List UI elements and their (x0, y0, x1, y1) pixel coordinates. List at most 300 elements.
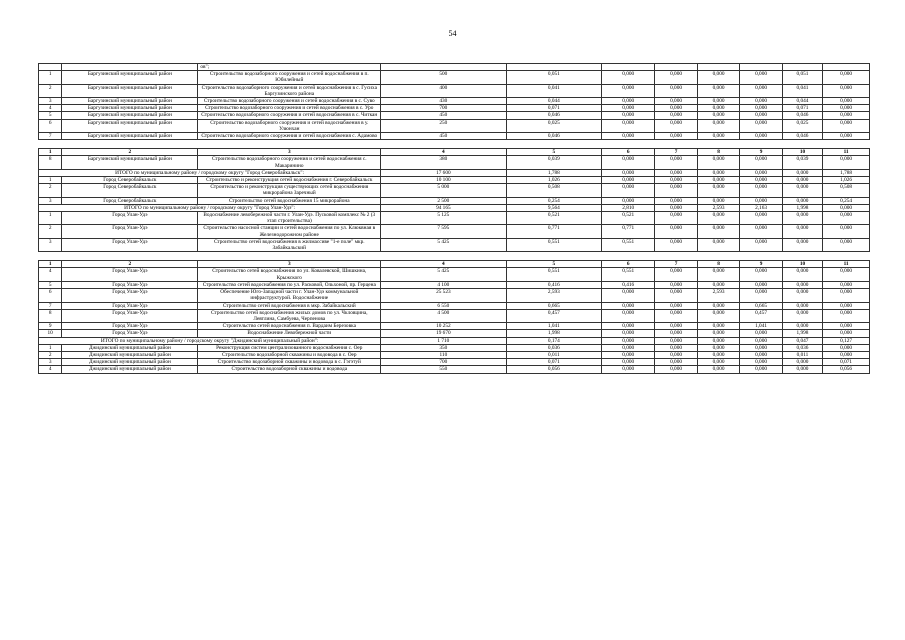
project-name-cell: Строительство водозаборной скважины и водовода в с. Гэгэтуй (198, 359, 381, 366)
value-cell: 0,041 (782, 84, 822, 97)
district-cell: Баргузинский муниципальный район (62, 112, 198, 119)
value-cell: 0,071 (506, 105, 602, 112)
value-cell: 0,046 (506, 133, 602, 140)
value-cell: 0,000 (602, 98, 655, 105)
district-cell: Город Улан-Удэ (62, 309, 198, 322)
total-label: ИТОГО по муниципальному району / городскому округу "Джидинский муниципальный район": (39, 337, 381, 344)
value-cell: 0,000 (740, 184, 783, 197)
project-name-cell: Строительство водозаборного сооружения и сетей водоснабжения в с. Уро (198, 105, 381, 112)
row-number: 2 (39, 351, 62, 358)
investment-table (38, 63, 870, 374)
column-number: 11 (823, 149, 870, 156)
value-cell: 0,000 (697, 225, 740, 238)
value-cell: 0,039 (782, 156, 822, 169)
value-cell: 0,044 (506, 98, 602, 105)
column-number: 4 (381, 261, 506, 268)
value-cell: 0,000 (782, 366, 822, 373)
capacity-cell: 430 (381, 98, 506, 105)
total-label: ИТОГО по муниципальному району / городскому округу "Город Улан-Удэ": (39, 204, 381, 211)
value-cell: 0,071 (823, 359, 870, 366)
project-name-cell: Строительство сетей водоснабжения п. Вардаим Березовка (198, 323, 381, 330)
value-cell: 0,000 (740, 98, 783, 105)
table-row (39, 281, 870, 288)
capacity-cell: 550 (381, 366, 506, 373)
table-row (39, 359, 870, 366)
value-cell: 0,041 (506, 84, 602, 97)
value-cell: 0,000 (823, 204, 870, 211)
capacity-cell: 94 165 (381, 204, 506, 211)
value-cell: 0,000 (823, 323, 870, 330)
row-number: 1 (39, 71, 62, 84)
value-cell: 1,041 (506, 323, 602, 330)
table-row (39, 133, 870, 140)
column-number: 9 (740, 261, 783, 268)
district-cell: Джидинский муниципальный район (62, 359, 198, 366)
value-cell: 0,000 (602, 330, 655, 337)
district-cell: Город Улан-Удэ (62, 302, 198, 309)
table-row (39, 184, 870, 197)
value-cell: 0,000 (655, 366, 698, 373)
row-number: 1 (39, 212, 62, 225)
column-number: 2 (62, 149, 198, 156)
value-cell: 0,000 (740, 197, 783, 204)
cell-empty (381, 64, 506, 71)
value-cell: 0,551 (602, 238, 655, 251)
column-number-row (39, 261, 870, 268)
value-cell: 0,000 (602, 351, 655, 358)
column-number: 10 (782, 261, 822, 268)
row-number: 5 (39, 112, 62, 119)
project-name-cell: Строительство сетей водоснабжения по ул. Ковалевской, Шишкина, Крыжского (198, 268, 381, 281)
value-cell: 2,593 (697, 204, 740, 211)
value-cell: 2,593 (506, 289, 602, 302)
value-cell: 0,000 (823, 119, 870, 132)
value-cell: 0,000 (655, 344, 698, 351)
value-cell: 0,000 (602, 344, 655, 351)
capacity-cell: 5 425 (381, 238, 506, 251)
district-cell: Баргузинский муниципальный район (62, 133, 198, 140)
row-number: 3 (39, 238, 62, 251)
value-cell: 0,000 (823, 84, 870, 97)
table-row (39, 330, 870, 337)
value-cell: 0,046 (506, 112, 602, 119)
value-cell: 0,000 (740, 344, 783, 351)
value-cell: 0,071 (782, 105, 822, 112)
district-cell: Баргузинский муниципальный район (62, 98, 198, 105)
value-cell: 1,041 (740, 323, 783, 330)
district-cell: Город Северобайкальск (62, 177, 198, 184)
capacity-cell: 4 100 (381, 281, 506, 288)
value-cell: 0,000 (655, 337, 698, 344)
row-number: 3 (39, 197, 62, 204)
value-cell: 0,000 (782, 323, 822, 330)
value-cell: 1,026 (506, 177, 602, 184)
cell-empty (823, 64, 870, 71)
table-row (39, 344, 870, 351)
project-name-cell: Обеспечение Юго-Западной части г. Улан-Удэ коммунальной инфраструктурой. Водоснабжение (198, 289, 381, 302)
value-cell: 0,000 (782, 309, 822, 322)
page-break-row (39, 252, 870, 261)
district-cell: Баргузинский муниципальный район (62, 156, 198, 169)
row-number: 10 (39, 330, 62, 337)
table-row (39, 289, 870, 302)
value-cell: 0,000 (782, 212, 822, 225)
row-number: 4 (39, 105, 62, 112)
row-number: 7 (39, 302, 62, 309)
value-cell: 0,000 (655, 156, 698, 169)
column-number: 5 (506, 261, 602, 268)
value-cell: 0,174 (506, 337, 602, 344)
row-number: 3 (39, 98, 62, 105)
table-row (39, 268, 870, 281)
project-name-cell: Реконструкция систем централизованного водоснабжения с. Оер (198, 344, 381, 351)
value-cell: 0,000 (697, 337, 740, 344)
cell-empty (39, 64, 62, 71)
column-number: 9 (740, 149, 783, 156)
value-cell: 0,000 (655, 351, 698, 358)
column-number: 6 (602, 149, 655, 156)
value-cell: 0,000 (740, 225, 783, 238)
table-row (39, 366, 870, 373)
capacity-cell: 700 (381, 359, 506, 366)
value-cell: 0,000 (823, 344, 870, 351)
value-cell: 0,000 (740, 238, 783, 251)
district-cell: Баргузинский муниципальный район (62, 119, 198, 132)
value-cell: 0,000 (602, 133, 655, 140)
value-cell: 0,665 (740, 302, 783, 309)
table-row (39, 71, 870, 84)
capacity-cell: 1 710 (381, 337, 506, 344)
value-cell: 0,000 (740, 84, 783, 97)
value-cell: 0,000 (655, 238, 698, 251)
value-cell: 0,000 (697, 309, 740, 322)
project-name-cell: Строительство сетей водоснабжения 15 микрорайона (198, 197, 381, 204)
value-cell: 0,000 (602, 71, 655, 84)
value-cell: 0,000 (697, 119, 740, 132)
total-row (39, 337, 870, 344)
value-cell: 0,047 (782, 337, 822, 344)
cell-empty (62, 64, 198, 71)
column-number: 2 (62, 261, 198, 268)
value-cell: 0,000 (697, 330, 740, 337)
cell-empty (506, 64, 602, 71)
value-cell: 0,071 (506, 359, 602, 366)
value-cell: 0,521 (602, 212, 655, 225)
value-cell: 0,036 (782, 344, 822, 351)
value-cell: 0,000 (655, 330, 698, 337)
project-name-cell: Строительство водозаборного сооружения и сетей водоснабжения в с. Гусиха Баргузинского района (198, 84, 381, 97)
value-cell: 0,000 (655, 281, 698, 288)
district-cell: Баргузинский муниципальный район (62, 105, 198, 112)
column-number: 6 (602, 261, 655, 268)
value-cell: 0,000 (823, 105, 870, 112)
project-name-cell: Строительство и реконструкция существующих сетей водоснабжения микрорайона Заречный (198, 184, 381, 197)
table-row (39, 156, 870, 169)
table-row (39, 302, 870, 309)
district-cell: Город Улан-Удэ (62, 225, 198, 238)
value-cell: 0,046 (782, 112, 822, 119)
value-cell: 0,000 (740, 366, 783, 373)
value-cell: 0,551 (506, 268, 602, 281)
value-cell: 0,000 (782, 268, 822, 281)
value-cell: 0,000 (697, 71, 740, 84)
capacity-cell: 700 (381, 105, 506, 112)
value-cell: 0,000 (697, 238, 740, 251)
value-cell: 0,000 (823, 330, 870, 337)
value-cell: 0,000 (697, 281, 740, 288)
district-cell: Джидинский муниципальный район (62, 366, 198, 373)
value-cell: 0,000 (823, 268, 870, 281)
row-number: 6 (39, 289, 62, 302)
district-cell: Город Северобайкальск (62, 197, 198, 204)
row-number: 1 (39, 177, 62, 184)
value-cell: 0,000 (655, 84, 698, 97)
value-cell: 0,000 (697, 177, 740, 184)
column-number: 5 (506, 149, 602, 156)
value-cell: 0,000 (697, 302, 740, 309)
value-cell: 0,000 (823, 133, 870, 140)
district-cell: Город Улан-Удэ (62, 212, 198, 225)
value-cell: 0,000 (782, 238, 822, 251)
capacity-cell: 450 (381, 112, 506, 119)
value-cell: 0,416 (506, 281, 602, 288)
value-cell: 0,000 (782, 184, 822, 197)
row-number: 8 (39, 309, 62, 322)
value-cell: 0,000 (655, 98, 698, 105)
value-cell: 2,593 (697, 289, 740, 302)
table-body (39, 64, 870, 374)
table-row (39, 212, 870, 225)
row-number: 4 (39, 366, 62, 373)
value-cell: 0,025 (782, 119, 822, 132)
value-cell: 0,665 (506, 302, 602, 309)
district-cell: Город Улан-Удэ (62, 289, 198, 302)
value-cell: 0,000 (740, 112, 783, 119)
capacity-cell: 7 595 (381, 225, 506, 238)
value-cell: 0,000 (823, 238, 870, 251)
value-cell: 1,998 (782, 330, 822, 337)
value-cell: 0,000 (740, 71, 783, 84)
value-cell: 0,000 (823, 225, 870, 238)
district-cell: Джидинский муниципальный район (62, 344, 198, 351)
project-name-cell: Строительство сетей водоснабжения в жилмассиве "1-е поле" мкр. Забайкальский (198, 238, 381, 251)
value-cell: 0,521 (506, 212, 602, 225)
value-cell: 0,000 (823, 302, 870, 309)
value-cell: 0,000 (823, 98, 870, 105)
value-cell: 0,000 (697, 268, 740, 281)
table-row (39, 119, 870, 132)
project-name-cell: Водоснабжение левобережной части г. Улан-Удэ. Пусковой комплекс № 2 (3 этап строительства) (198, 212, 381, 225)
value-cell: 0,508 (823, 184, 870, 197)
value-cell: 0,254 (506, 197, 602, 204)
capacity-cell: 400 (381, 84, 506, 97)
value-cell: 0,000 (602, 112, 655, 119)
project-name-cell: Строительство водозаборного сооружения и сетей водоснабжения в с. Суво (198, 98, 381, 105)
value-cell: 1,998 (782, 204, 822, 211)
value-cell: 0,000 (823, 351, 870, 358)
column-number: 1 (39, 261, 62, 268)
value-cell: 0,000 (740, 212, 783, 225)
value-cell: 0,000 (655, 112, 698, 119)
value-cell: 0,000 (740, 105, 783, 112)
cell-empty (740, 64, 783, 71)
value-cell: 0,000 (740, 351, 783, 358)
row-number: 1 (39, 344, 62, 351)
district-cell: Джидинский муниципальный район (62, 351, 198, 358)
project-name-cell: Строительство сетей водоснабжения в мкр. Забайкальский (198, 302, 381, 309)
row-number: 5 (39, 281, 62, 288)
capacity-cell: 25 523 (381, 289, 506, 302)
project-name-cell: Водоснабжение Левобережной части (198, 330, 381, 337)
value-cell: 0,000 (740, 337, 783, 344)
value-cell: 0,000 (782, 197, 822, 204)
value-cell: 0,000 (602, 84, 655, 97)
row-number: 6 (39, 119, 62, 132)
cell-empty (697, 64, 740, 71)
value-cell: 0,000 (655, 359, 698, 366)
value-cell: 0,000 (602, 177, 655, 184)
value-cell: 1,788 (823, 169, 870, 176)
row-number: 8 (39, 156, 62, 169)
value-cell: 0,025 (506, 119, 602, 132)
project-name-cell: Строительство и реконструкция сетей водоснабжения г. Северобайкальск (198, 177, 381, 184)
project-name-cell: Строительство водозаборного сооружения и сетей водоснабжения в у. Улюнхан (198, 119, 381, 132)
value-cell: 0,000 (602, 197, 655, 204)
value-cell: 0,000 (740, 177, 783, 184)
table-row (39, 225, 870, 238)
value-cell: 0,000 (697, 366, 740, 373)
cell-empty (655, 64, 698, 71)
table-row (39, 84, 870, 97)
value-cell: 0,000 (697, 359, 740, 366)
value-cell: 0,000 (782, 359, 822, 366)
value-cell: 0,000 (655, 133, 698, 140)
value-cell: 0,000 (602, 337, 655, 344)
value-cell: 0,000 (740, 281, 783, 288)
value-cell: 0,000 (655, 204, 698, 211)
value-cell: 0,254 (823, 197, 870, 204)
total-label: ИТОГО по муниципальному району / городскому округу "Город Северобайкальск": (39, 169, 381, 176)
value-cell: 0,000 (602, 119, 655, 132)
row-number: 4 (39, 268, 62, 281)
district-cell: Город Северобайкальск (62, 184, 198, 197)
district-cell: Город Улан-Удэ (62, 323, 198, 330)
table-row (39, 323, 870, 330)
district-cell: Город Улан-Удэ (62, 330, 198, 337)
value-cell: 0,036 (506, 344, 602, 351)
capacity-cell: 450 (381, 133, 506, 140)
value-cell: 1,026 (823, 177, 870, 184)
value-cell: 0,000 (655, 71, 698, 84)
cell-empty (602, 64, 655, 71)
value-cell: 0,551 (602, 268, 655, 281)
value-cell: 0,000 (740, 156, 783, 169)
value-cell: 0,044 (782, 98, 822, 105)
value-cell: 0,000 (602, 323, 655, 330)
value-cell: 0,000 (697, 169, 740, 176)
row-number: 3 (39, 359, 62, 366)
capacity-cell: 5 000 (381, 184, 506, 197)
value-cell: 0,000 (740, 359, 783, 366)
value-cell: 0,000 (823, 112, 870, 119)
table-row (39, 351, 870, 358)
value-cell: 1,788 (506, 169, 602, 176)
value-cell: 0,000 (697, 184, 740, 197)
capacity-cell: 6 550 (381, 302, 506, 309)
value-cell: 0,000 (655, 105, 698, 112)
cell-empty (782, 64, 822, 71)
project-name-cell: Строительство водозаборной скважины и водовода (198, 366, 381, 373)
capacity-cell: 4 500 (381, 309, 506, 322)
value-cell: 0,000 (697, 84, 740, 97)
column-number-row (39, 149, 870, 156)
capacity-cell: 110 (381, 351, 506, 358)
value-cell: 0,000 (782, 177, 822, 184)
value-cell: 0,000 (655, 268, 698, 281)
project-name-cell: Строительство водозаборной скважины и водовода в с. Оер (198, 351, 381, 358)
district-cell: Баргузинский муниципальный район (62, 84, 198, 97)
table-row (39, 98, 870, 105)
table-row (39, 112, 870, 119)
value-cell: 0,000 (602, 156, 655, 169)
total-row (39, 204, 870, 211)
project-name-cell: Строительство сетей водоснабжения по ул. Расковой, Ольхоной, пр. Герцена (198, 281, 381, 288)
capacity-cell: 500 (381, 71, 506, 84)
row-number: 2 (39, 84, 62, 97)
row-number: 2 (39, 184, 62, 197)
project-name-cell: Строительство водозаборного сооружения и сетей водоснабжения с. Адамово (198, 133, 381, 140)
column-number: 10 (782, 149, 822, 156)
column-number: 8 (697, 149, 740, 156)
value-cell: 0,000 (655, 119, 698, 132)
district-cell: Город Улан-Удэ (62, 281, 198, 288)
value-cell: 0,000 (740, 330, 783, 337)
blank-cell (39, 252, 870, 261)
value-cell: 9,564 (506, 204, 602, 211)
value-cell: 0,000 (697, 105, 740, 112)
value-cell: 0,000 (697, 323, 740, 330)
column-number: 11 (823, 261, 870, 268)
value-cell: 1,998 (506, 330, 602, 337)
value-cell: 0,000 (602, 302, 655, 309)
capacity-cell: 10 100 (381, 177, 506, 184)
value-cell: 0,039 (506, 156, 602, 169)
value-cell: 0,000 (823, 289, 870, 302)
value-cell: 0,000 (823, 281, 870, 288)
value-cell: 0,000 (697, 344, 740, 351)
value-cell: 0,000 (655, 225, 698, 238)
column-number: 3 (198, 261, 381, 268)
value-cell: 0,046 (782, 133, 822, 140)
capacity-cell: 380 (381, 156, 506, 169)
value-cell: 0,000 (823, 309, 870, 322)
value-cell: 0,000 (655, 197, 698, 204)
project-name-cell: Строительство водозаборного сооружения и сетей водоснабжения с. Макаринино (198, 156, 381, 169)
value-cell: 0,000 (602, 309, 655, 322)
value-cell: 0,000 (823, 212, 870, 225)
page-break-row (39, 140, 870, 149)
row-number: 9 (39, 323, 62, 330)
value-cell: 0,000 (602, 105, 655, 112)
value-cell: 0,000 (782, 302, 822, 309)
value-cell: 0,000 (782, 225, 822, 238)
value-cell: 0,000 (740, 119, 783, 132)
value-cell: 0,011 (506, 351, 602, 358)
value-cell: 0,056 (823, 366, 870, 373)
value-cell: 0,000 (782, 169, 822, 176)
value-cell: 0,000 (782, 281, 822, 288)
value-cell: 0,000 (655, 289, 698, 302)
